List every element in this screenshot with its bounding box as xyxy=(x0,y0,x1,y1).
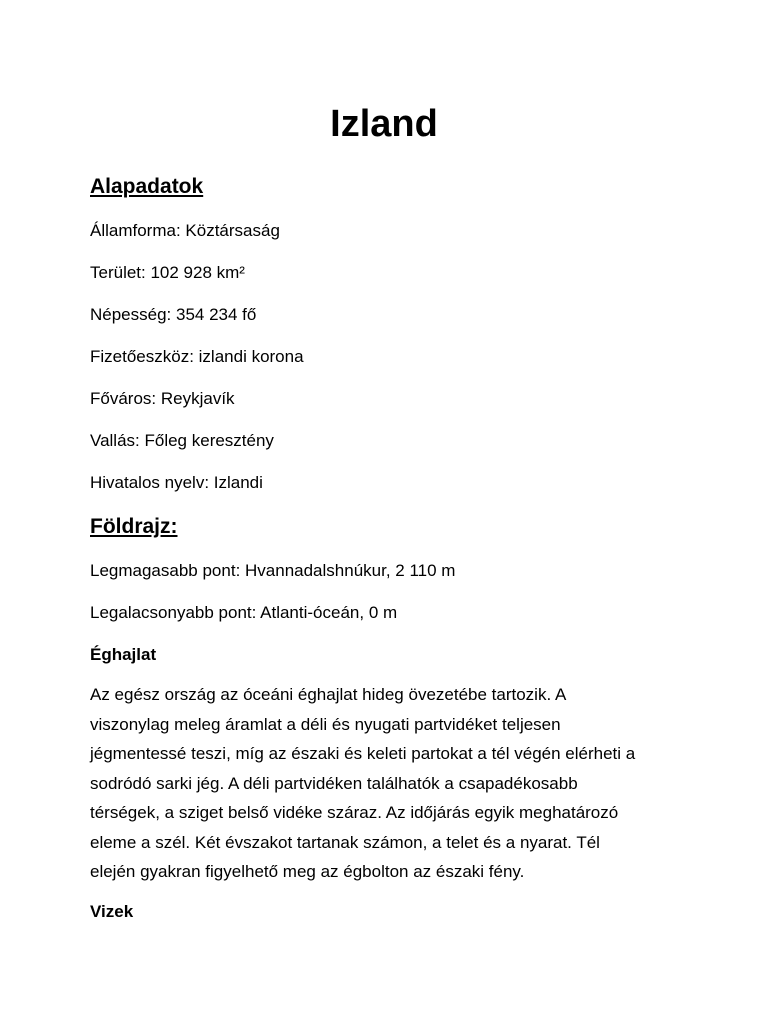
basics-line-religion: Vallás: Főleg keresztény xyxy=(90,431,274,450)
geography-line-lowest: Legalacsonyabb pont: Atlanti-óceán, 0 m xyxy=(90,603,398,622)
basics-line-capital: Főváros: Reykjavík xyxy=(90,389,235,408)
basics-line-population: Népesség: 354 234 fő xyxy=(90,305,257,324)
climate-paragraph-line: jégmentessé teszi, míg az északi és keleti partokat a tél végén elérheti a xyxy=(90,744,636,763)
page-title: Izland xyxy=(330,103,438,145)
section-heading-waters: Vizek xyxy=(90,902,134,921)
basics-line-currency: Fizetőeszköz: izlandi korona xyxy=(90,347,304,366)
climate-paragraph-line: térségek, a sziget belső vidéke száraz. Az időjárás egyik meghatározó xyxy=(90,803,619,822)
section-heading-geography: Földrajz: xyxy=(90,515,178,538)
climate-paragraph-line: eleme a szél. Két évszakot tartanak számon, a telet és a nyarat. Tél xyxy=(90,832,600,852)
basics-line-language: Hivatalos nyelv: Izlandi xyxy=(90,473,263,492)
basics-line-area: Terület: 102 928 km² xyxy=(90,263,245,282)
climate-paragraph-line: viszonylag meleg áramlat a déli és nyugati partvidéket teljesen xyxy=(90,714,561,734)
climate-paragraph-line: sodródó sarki jég. A déli partvidéken találhatók a csapadékosabb xyxy=(90,773,578,793)
climate-paragraph-line: Az egész ország az óceáni éghajlat hideg övezetébe tartozik. A xyxy=(90,685,567,704)
climate-paragraph-line: elején gyakran figyelhető meg az égbolton az északi fény. xyxy=(90,862,525,881)
section-heading-climate: Éghajlat xyxy=(90,645,157,664)
climate-paragraph xyxy=(90,680,690,887)
basics-line-government: Államforma: Köztársaság xyxy=(90,221,280,240)
section-heading-basics: Alapadatok xyxy=(90,175,204,198)
geography-line-highest: Legmagasabb pont: Hvannadalshnúkur, 2 110 m xyxy=(90,561,456,580)
